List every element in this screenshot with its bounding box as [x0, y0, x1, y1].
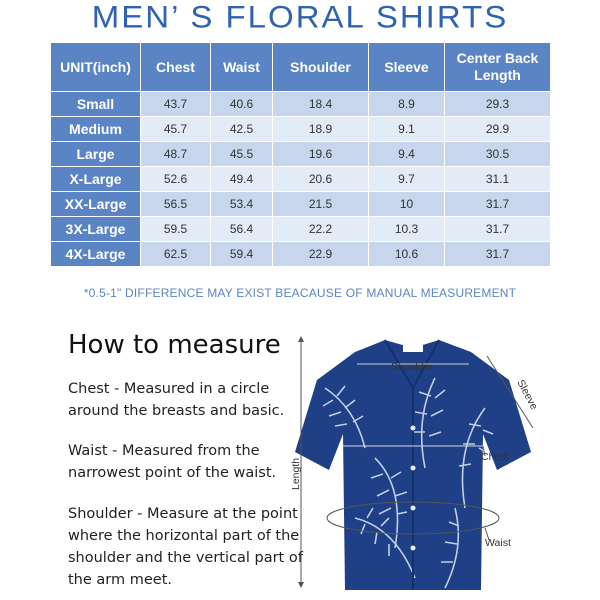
length-value: 29.9	[445, 117, 551, 142]
chest-value: 45.7	[141, 117, 211, 142]
length-value: 31.7	[445, 242, 551, 267]
waist-value: 45.5	[211, 142, 273, 167]
chest-label: Chest	[481, 451, 509, 463]
header-waist: Waist	[211, 43, 273, 92]
table-row	[51, 167, 551, 192]
shoulder-value: 18.4	[273, 92, 369, 117]
header-shoulder: Shoulder	[273, 43, 369, 92]
table-row	[51, 142, 551, 167]
waist-value: 53.4	[211, 192, 273, 217]
waist-value: 49.4	[211, 167, 273, 192]
header-sleeve: Sleeve	[369, 43, 445, 92]
table-row	[51, 192, 551, 217]
size-label: Medium	[51, 117, 141, 142]
size-label: Large	[51, 142, 141, 167]
table-header-row	[51, 43, 551, 92]
length-value: 31.7	[445, 192, 551, 217]
chest-value: 48.7	[141, 142, 211, 167]
shoulder-value: 22.9	[273, 242, 369, 267]
chest-value: 62.5	[141, 242, 211, 267]
chest-value: 52.6	[141, 167, 211, 192]
header-center-back-length: Center Back Length	[445, 43, 551, 92]
header-chest: Chest	[141, 43, 211, 92]
sleeve-value: 9.7	[369, 167, 445, 192]
table-row	[51, 117, 551, 142]
chest-description: Chest - Measured in a circle around the breasts and basic.	[68, 381, 285, 419]
waist-label: Waist	[485, 537, 511, 549]
sleeve-value: 10	[369, 192, 445, 217]
shoulder-description: Shoulder - Measure at the point where the horizontal part of the shoulder and the vertical part of the arm meet.	[68, 506, 303, 588]
table-row	[51, 217, 551, 242]
sleeve-value: 9.4	[369, 142, 445, 167]
waist-value: 42.5	[211, 117, 273, 142]
shoulder-value: 22.2	[273, 217, 369, 242]
sleeve-label: Sleeve	[514, 377, 541, 412]
table-row	[51, 242, 551, 267]
length-value: 30.5	[445, 142, 551, 167]
length-value: 29.3	[445, 92, 551, 117]
shoulder-value: 20.6	[273, 167, 369, 192]
waist-value: 40.6	[211, 92, 273, 117]
waist-value: 59.4	[211, 242, 273, 267]
measurement-note: *0.5-1" DIFFERENCE MAY EXIST BEACAUSE OF MANUAL MEASUREMENT	[83, 286, 517, 300]
length-value: 31.7	[445, 217, 551, 242]
header-unit: UNIT(inch)	[51, 43, 141, 92]
table-row	[51, 92, 551, 117]
shoulder-label: Shoulder	[391, 361, 434, 373]
size-label: 4X-Large	[51, 242, 141, 267]
waist-value: 56.4	[211, 217, 273, 242]
waist-description: Waist - Measured from the narrowest point of the waist.	[68, 443, 277, 481]
shirt-measurement-diagram	[285, 318, 555, 600]
length-label: Length	[290, 457, 302, 490]
page-title: MEN’ S FLORAL SHIRTS	[91, 0, 509, 35]
chest-value: 56.5	[141, 192, 211, 217]
shoulder-value: 21.5	[273, 192, 369, 217]
sleeve-value: 10.3	[369, 217, 445, 242]
size-label: Small	[51, 92, 141, 117]
sleeve-value: 9.1	[369, 117, 445, 142]
size-label: XX-Large	[51, 192, 141, 217]
size-chart-table	[50, 42, 551, 267]
chest-value: 59.5	[141, 217, 211, 242]
sleeve-value: 8.9	[369, 92, 445, 117]
shoulder-value: 18.9	[273, 117, 369, 142]
size-label: X-Large	[51, 167, 141, 192]
how-to-measure-heading: How to measure	[68, 330, 281, 360]
sleeve-value: 10.6	[369, 242, 445, 267]
size-label: 3X-Large	[51, 217, 141, 242]
chest-value: 43.7	[141, 92, 211, 117]
length-value: 31.1	[445, 167, 551, 192]
shoulder-value: 19.6	[273, 142, 369, 167]
shirt-illustration	[295, 340, 531, 590]
